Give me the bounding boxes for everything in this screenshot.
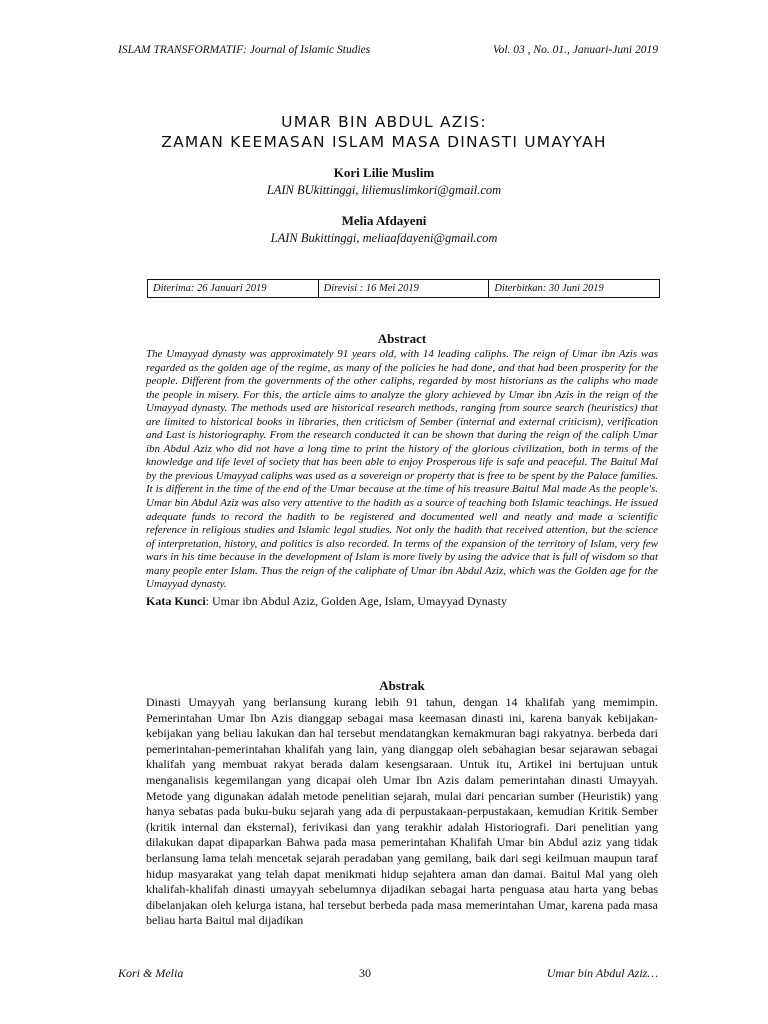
author-block-2 xyxy=(0,213,768,246)
footer-short-title: Umar bin Abdul Aziz… xyxy=(546,966,658,980)
journal-name-prefix: ISLAM TRANSFORMATIF xyxy=(118,44,244,56)
volume-info: Vol. 03 , No. 01., Januari-Juni 2019 xyxy=(492,44,658,56)
abstract-heading: Abstract xyxy=(377,331,427,346)
abstract-body: The Umayyad dynasty was approximately 91 years old, with 14 leading caliphs. The reign of Umar ibn Azis was regarded as the golden age of the regime, as many of the policies he had done, and that had been prosperity for the people. Different from the governments of the other caliphs, regarded by most historians as the caliphs who made the people in misery. For this, the article aims to analyze the glory achieved by Umar ibn Azis in the reign of the Umayyad dynasty. The methods used are historical research methods, ranging from source search (heuristics) that are limited to historical books in libraries, then criticism of Sember (internal and external criticism), verification and Last is historiography. From the research conducted it can be shown that during the reign of the caliph Umar ibn Abdul Aziz who did not have a long time to print the history of the glorious civilization, both in terms of the knowledge and life level of society that has been able to enjoy Prosperous life is safe and peaceful. The Baitul Mal by the previous Umayyad caliphs was used as a sovereign or property that is free to be spent by the Palace families. It is different in the time of the end of the Umar because at the time of his treasure Baitul Mal made As the people's. Umar bin Abdul Aziz was also very attentive to the hadith as a source of teaching both Islamic teachings. He issued adequate funds to record the hadith to be registered and documented well and neatly and made a scientific reference in religious studies and Islamic legal studies. Not only the hadith that received attention, but the science of interpretation, history, and politics is also recorded. In terms of the expansion of the territory of Islam, very few wars in his time because in the development of Islam is more lively by using the advice that is full of wisdom so that many people enter Islam. Thus the reign of the caliphate of Umar ibn Abdul Aziz, which was the Golden age for the Umayyad dynasty. xyxy=(146,348,658,591)
author-block-1 xyxy=(0,165,768,198)
author-affiliation: LAIN BUkittinggi, liliemuslimkori@gmail.com xyxy=(266,183,502,197)
keywords-label: Kata Kunci xyxy=(146,593,206,608)
title-line-1: UMAR BIN ABDUL AZIS: xyxy=(281,113,487,131)
date-revised: Direvisi : 16 Mei 2019 xyxy=(319,280,490,297)
author-affiliation: LAIN Bukittinggi, meliaafdayeni@gmail.com xyxy=(270,231,498,245)
keywords-line xyxy=(146,594,658,609)
journal-name-suffix: : Journal of Islamic Studies xyxy=(243,44,371,56)
abstract-english xyxy=(146,331,658,609)
title-line-2: ZAMAN KEEMASAN ISLAM MASA DINASTI UMAYYAH xyxy=(161,133,607,151)
author-name: Melia Afdayeni xyxy=(341,213,427,228)
page-number: 30 xyxy=(359,966,372,980)
abstract-indonesian xyxy=(146,678,658,929)
abstrak-body: Dinasti Umayyah yang berlansung kurang lebih 91 tahun, dengan 14 khalifah yang memimpin. Pemerintahan Umar Ibn Azis dianggap sebagai masa keemasan dinasti ini, karena banyak kebijakan-kebijakan yang beliau lakukan dan hal tersebut mendatangkan kemakmuran bagi rakyatnya. berbeda dari pemerintahan-pemerintahan khalifah yang lain, yang dianggap oleh sebahagian besar sejarawan sebagai khalifah yang membuat rakyat berada dalam kesengsaraan. Untuk itu, Artikel ini bertujuan untuk menganalisis kegemilangan yang dicapai oleh Umar Ibn Azis dalam pemerintahan dinasti Umayyah. Metode yang digunakan adalah metode penelitian sejarah, mulai dari pencarian sumber (Heuristik) yang hanya sebatas pada buku-buku sejarah yang ada di perpustakaan-perpustakaan, kemudian Kritik Sember (kritik internal dan eksternal), ferivikasi dan yang terakhir adalah Historiografi. Dari penelitian yang dilakukan dapat dipaparkan Bahwa pada masa pemerintahan Khalifah Umar bin Abdul aziz yang tidak berlansung lama telah mencetak sejarah peradaban yang gemilang, baik dari segi keilmuan maupun taraf hidup masyarakat yang telah dapat menikmati hidup sejahtera aman dan damai. Baitul Mal yang oleh khalifah-khalifah dinasti umayyah sebelumnya dijadikan sebagai harta penguasa atau harta yang bebas dibelanjakan oleh kelurga istana, hal tersebut berbeda pada masa memerintahan Umar, karena pada masa beliau harta Baitul mal dijadikan xyxy=(146,695,658,928)
article-title xyxy=(0,112,768,152)
date-received: Diterima: 26 Januari 2019 xyxy=(148,280,319,297)
submission-dates-box xyxy=(147,279,660,298)
journal-name xyxy=(118,44,370,56)
keywords-text: : Umar ibn Abdul Aziz, Golden Age, Islam, Umayyad Dynasty xyxy=(205,593,507,608)
running-header xyxy=(118,44,658,56)
footer-authors: Kori & Melia xyxy=(118,966,184,980)
abstrak-heading: Abstrak xyxy=(379,678,425,693)
date-published: Diterbitkan: 30 Juni 2019 xyxy=(494,283,604,294)
author-name: Kori Lilie Muslim xyxy=(333,165,435,180)
running-footer xyxy=(118,966,658,981)
